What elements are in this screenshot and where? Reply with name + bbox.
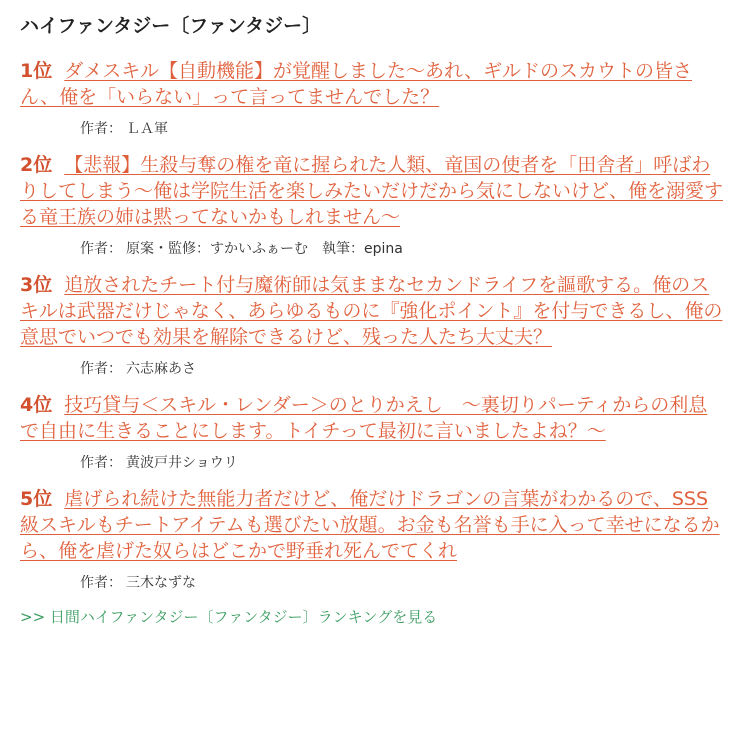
author-line [80, 574, 725, 592]
novel-title-link[interactable]: 技巧貸与＜スキル・レンダー＞のとりかえし 〜裏切りパーティからの利息で自由に生きることにします。トイチって最初に言いましたよね？〜 [20, 394, 708, 442]
novel-title-link[interactable]: 【悲報】生殺与奪の権を竜に握られた人類、竜国の使者を「田舎者」呼ばわりしてしまう〜俺は学院生活を楽しみたいだけだから気にしないけど、俺を溺愛する竜王族の姉は黙ってないかもしれません〜 [20, 154, 724, 228]
novel-title-link[interactable]: 虐げられ続けた無能力者だけど、俺だけドラゴンの言葉がわかるので、SSS級スキルもチートアイテムも選びたい放題。お金も名誉も手に入って幸せになるから、俺を虐げた奴らはどこかで野垂れ死んでてくれ [20, 488, 720, 562]
author-line [80, 454, 725, 472]
rank-number: 1位 [20, 60, 53, 82]
author-label: 作者： [80, 121, 122, 137]
ranking-item [20, 392, 725, 472]
ranking-list [20, 58, 725, 592]
author-name: 黄波戸井ショウリ [126, 455, 238, 471]
ranking-entry [20, 392, 725, 444]
view-daily-ranking-link[interactable]: >> 日間ハイファンタジー〔ファンタジー〕ランキングを見る [20, 608, 438, 626]
ranking-entry [20, 58, 725, 110]
ranking-item [20, 486, 725, 592]
author-line [80, 120, 725, 138]
author-name: 原案・監修：すかいふぁーむ 執筆：epina [126, 241, 403, 257]
ranking-item [20, 152, 725, 258]
author-name: 三木なずな [126, 575, 196, 591]
ranking-item [20, 272, 725, 378]
author-name: 六志麻あさ [126, 361, 196, 377]
rank-number: 5位 [20, 488, 53, 510]
section-title: ハイファンタジー〔ファンタジー〕 [20, 15, 322, 37]
author-label: 作者： [80, 575, 122, 591]
ranking-entry [20, 272, 725, 350]
author-line [80, 240, 725, 258]
ranking-item [20, 58, 725, 138]
ranking-entry [20, 152, 725, 230]
rank-number: 3位 [20, 274, 53, 296]
author-label: 作者： [80, 361, 122, 377]
author-line [80, 360, 725, 378]
author-name: ＬＡ軍 [126, 121, 168, 137]
novel-title-link[interactable]: ダメスキル【自動機能】が覚醒しました〜あれ、ギルドのスカウトの皆さん、俺を「いらない」って言ってませんでした？ [20, 60, 692, 108]
rank-number: 2位 [20, 154, 53, 176]
ranking-entry [20, 486, 725, 564]
author-label: 作者： [80, 241, 122, 257]
novel-title-link[interactable]: 追放されたチート付与魔術師は気ままなセカンドライフを謳歌する。俺のスキルは武器だけじゃなく、あらゆるものに『強化ポイント』を付与できるし、俺の意思でいつでも効果を解除できるけど、残った人たち大丈夫？ [20, 274, 723, 348]
rank-number: 4位 [20, 394, 53, 416]
author-label: 作者： [80, 455, 122, 471]
